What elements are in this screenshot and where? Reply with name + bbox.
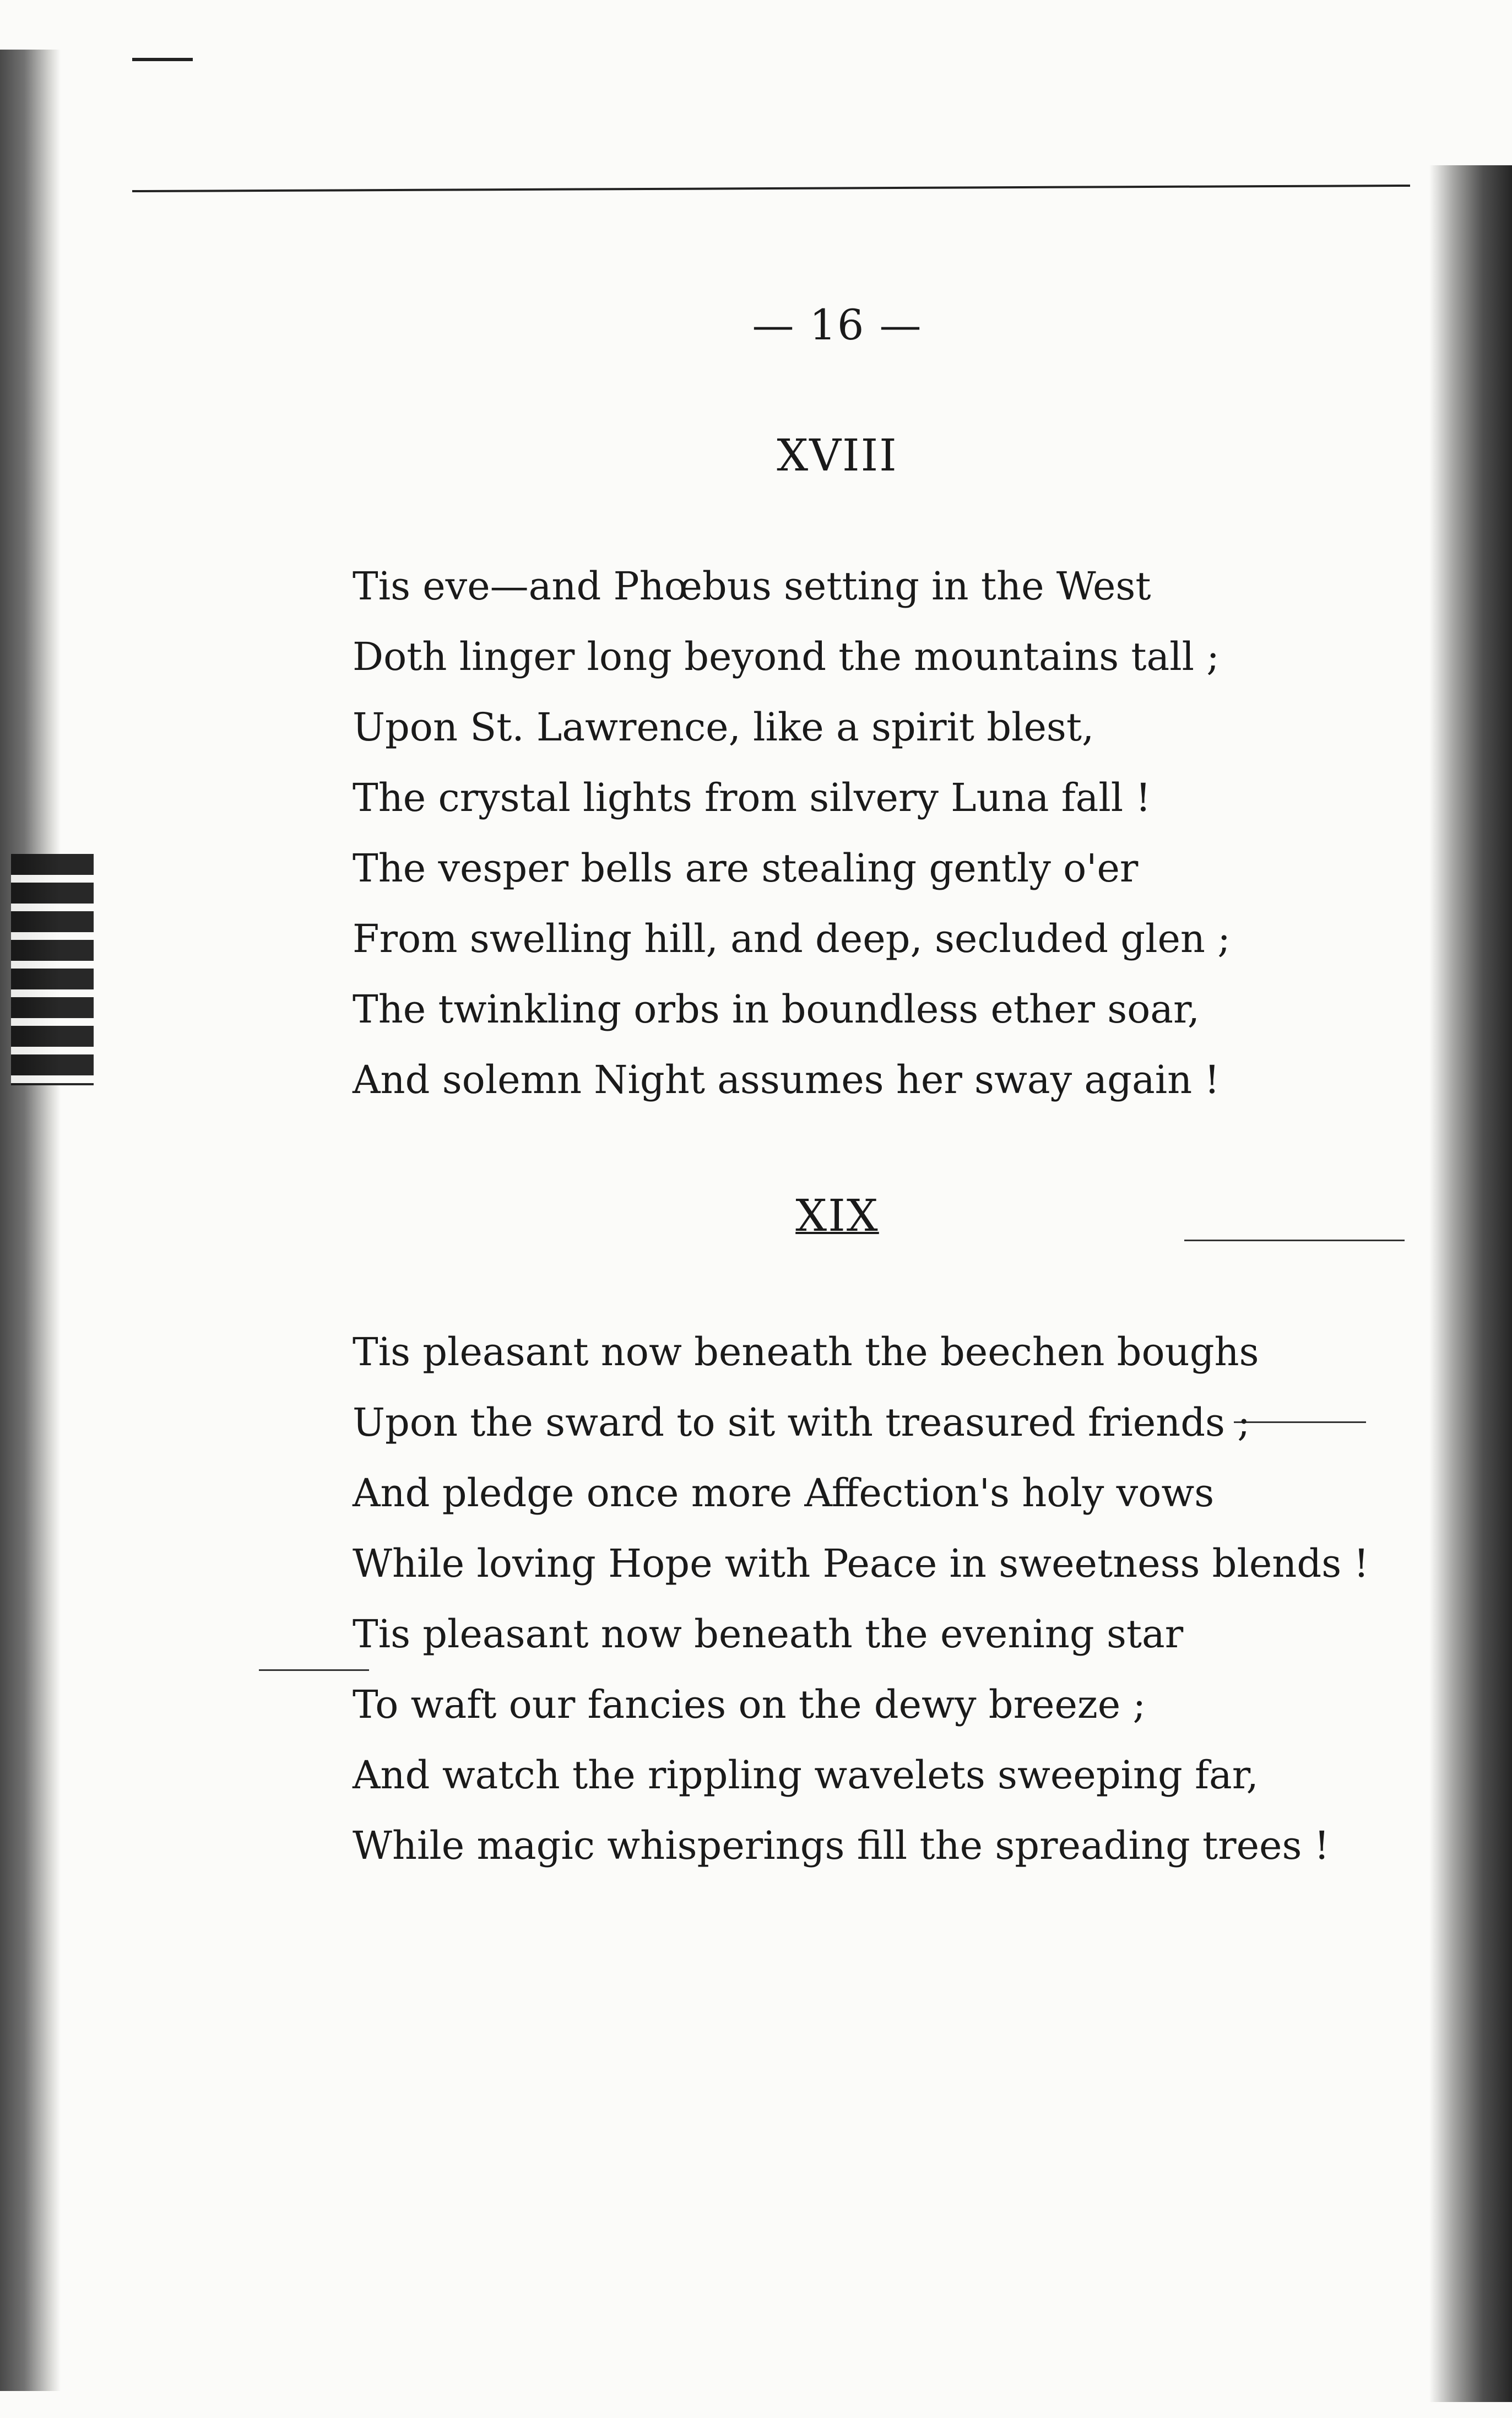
page-number: — 16 — — [752, 300, 923, 349]
stray-mark — [1184, 1240, 1405, 1241]
right-scan-edge — [1429, 165, 1512, 2402]
verse-line: Tis eve—and Phœbus setting in the West — [353, 564, 1151, 609]
verse-line: And watch the rippling wavelets sweeping far, — [353, 1752, 1259, 1798]
top-mark — [132, 58, 193, 61]
verse-line: Tis pleasant now beneath the beechen boughs — [353, 1329, 1259, 1375]
verse-line: Upon St. Lawrence, like a spirit blest, — [353, 705, 1094, 750]
verse-line: The twinkling orbs in boundless ether soar, — [353, 987, 1200, 1032]
verse-line: To waft our fancies on the dewy breeze ; — [353, 1682, 1146, 1727]
verse-line: The vesper bells are stealing gently o'er — [353, 846, 1139, 891]
left-binding-marks — [11, 854, 94, 1085]
verse-line: Upon the sward to sit with treasured friends ; — [353, 1400, 1250, 1445]
verse-line: And pledge once more Affection's holy vows — [353, 1470, 1215, 1516]
header-rule — [132, 185, 1410, 192]
section-heading: XIX — [795, 1190, 879, 1241]
verse-line: From swelling hill, and deep, secluded glen ; — [353, 916, 1231, 961]
verse-line: While magic whisperings fill the spreading trees ! — [353, 1823, 1330, 1868]
section-heading: XVIII — [777, 430, 898, 481]
verse-line: While loving Hope with Peace in sweetness blends ! — [353, 1541, 1369, 1586]
left-scan-edge — [0, 50, 61, 2391]
stanza — [353, 1317, 1399, 1881]
verse-line: And solemn Night assumes her sway again ! — [353, 1057, 1220, 1102]
verse-line: Tis pleasant now beneath the evening star — [353, 1611, 1184, 1657]
stanza — [353, 551, 1399, 1115]
verse-line: Doth linger long beyond the mountains tall ; — [353, 634, 1220, 679]
verse-line: The crystal lights from silvery Luna fall ! — [353, 775, 1151, 820]
